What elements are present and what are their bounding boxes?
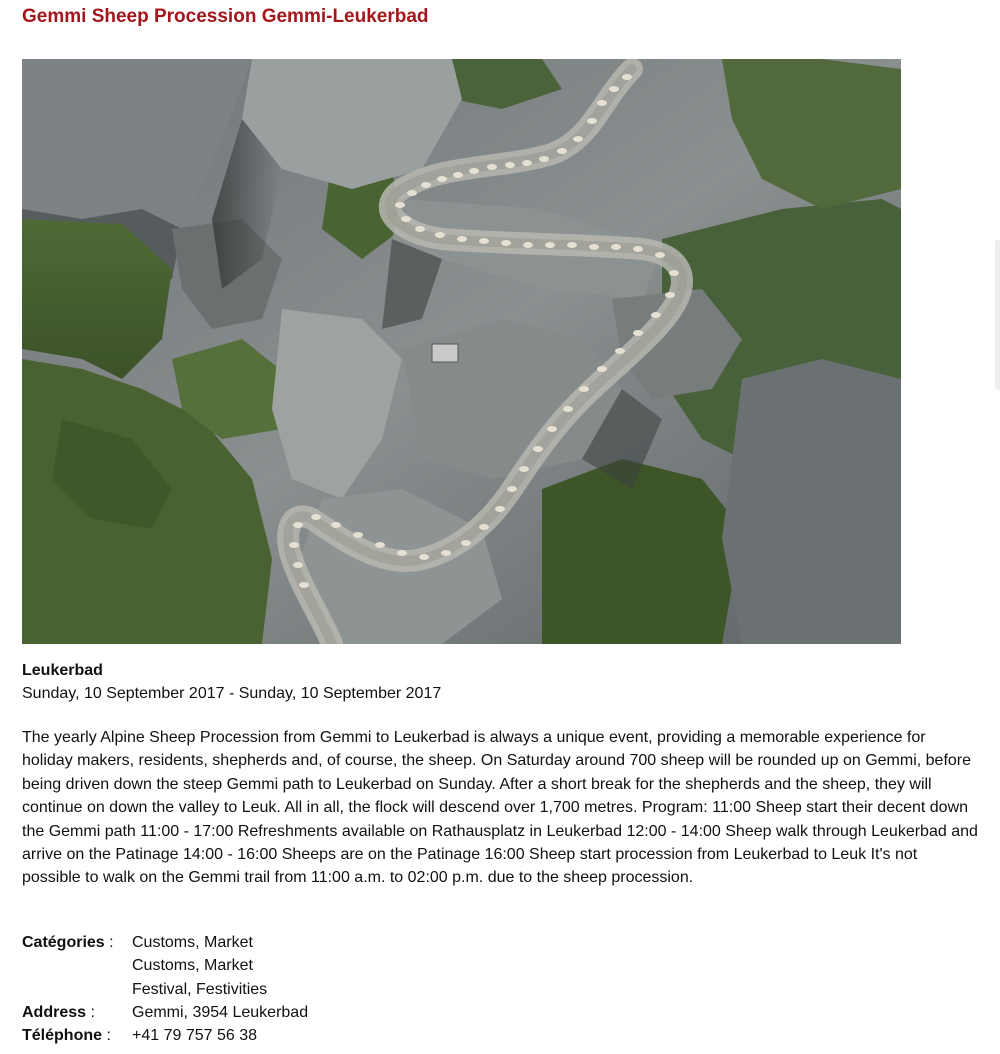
category-item: Customs, Market	[132, 957, 253, 975]
event-title: Gemmi Sheep Procession Gemmi-Leukerbad	[22, 6, 429, 27]
phone-separator: :	[106, 1027, 111, 1045]
scrollbar[interactable]	[995, 240, 1000, 390]
address-label-cell	[22, 1001, 132, 1024]
categories-value	[132, 931, 308, 1001]
categories-label: Catégories	[22, 934, 105, 951]
event-location: Leukerbad	[22, 662, 103, 679]
address-label: Address	[22, 1003, 87, 1021]
event-description: The yearly Alpine Sheep Procession from Gemmi to Leukerbad is always a unique event, providing a memorable experience for holiday makers, residents, shepherds and, of course, the sheep. On Saturday around 700 sheep will be rounded up on Gemmi, before being driven down the steep Gemmi path to Leukerbad on Sunday. After a short break for the shepherds and the sheep, they will continue on down the valley to Leuk. All in all, the flock will descend over 1,700 metres. Program: 11:00 Sheep start their decent down the Gemmi path 11:00 - 17:00 Refreshments available on Rathausplatz in Leukerbad 12:00 - 14:00 Sheep walk through Leukerbad and arrive on the Patinage 14:00 - 16:00 Sheeps are on the Patinage 16:00 Sheep start procession from Leukerbad to Leuk It's not possible to walk on the Gemmi trail from 11:00 a.m. to 02:00 p.m. due to the sheep procession.	[22, 729, 978, 887]
event-info-table	[22, 931, 308, 1047]
event-dates: Sunday, 10 September 2017 - Sunday, 10 September 2017	[22, 685, 442, 702]
address-value: Gemmi, 3954 Leukerbad	[132, 1003, 309, 1021]
phone-label-cell	[22, 1024, 132, 1047]
address-separator: :	[90, 1003, 95, 1021]
phone-value[interactable]: +41 79 757 56 38	[132, 1027, 258, 1045]
categories-label-cell	[22, 931, 132, 1001]
category-item: Festival, Festivities	[132, 980, 268, 998]
category-item: Customs, Market	[132, 934, 253, 951]
phone-row	[22, 1024, 308, 1047]
phone-label: Téléphone	[22, 1027, 103, 1045]
categories-row	[22, 931, 308, 1001]
event-photo	[22, 59, 901, 644]
categories-separator: :	[109, 934, 114, 951]
address-row	[22, 1001, 308, 1024]
